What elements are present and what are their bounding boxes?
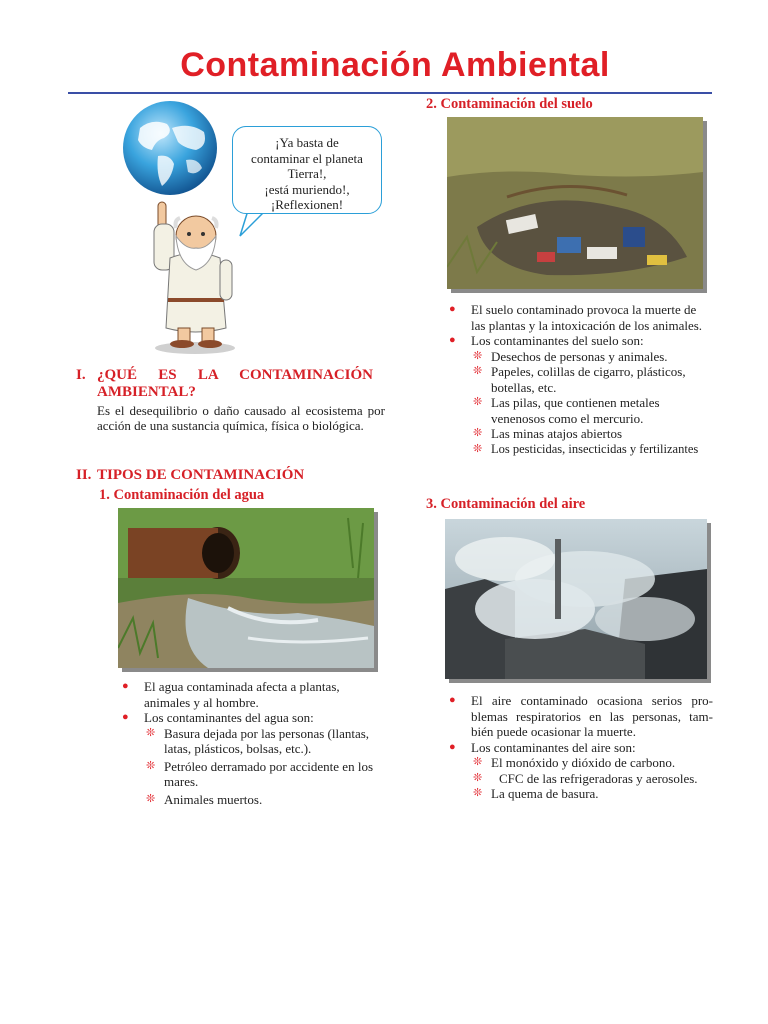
list-item: ● El agua contaminada afecta a plantas, animales y al hombre.	[122, 679, 340, 710]
page-title: Contaminación Ambiental	[180, 46, 610, 84]
bullet-icon: ●	[122, 711, 129, 723]
aire-sub-list	[471, 755, 713, 802]
section-2-number: II.	[76, 467, 92, 483]
list-item: ● Los contaminantes del suelo son: ❊ Desechos de personas y animales. ❊ Papeles, colillas de cigarro, plásticos, botellas, etc. ❊ Las pilas, que contienen metales venenosos como el mercurio. ❊ Las minas atajos abiertos ❊ Los pesticidas, insecticidas y fertilizantes	[445, 333, 709, 457]
list-item: ● El aire contaminado ocasiona serios pro- blemas respiratorios en las personas, tam- bién puede ocasionar la muerte.	[449, 693, 713, 739]
speech-bubble	[232, 126, 382, 214]
asterisk-icon: ❊	[146, 792, 156, 805]
asterisk-icon: ❊	[473, 771, 483, 784]
pipe-water-image	[118, 508, 374, 668]
list-item: ❊ Desechos de personas y animales.	[473, 348, 668, 364]
title-rule	[68, 92, 712, 94]
list-item: ● El suelo contaminado provoca la muerte de las plantas y la intoxicación de los animales.	[449, 302, 703, 333]
suelo-heading: 2. Contaminación del suelo	[426, 96, 593, 112]
soil-garbage-image	[447, 117, 703, 289]
asterisk-icon: ❊	[473, 756, 483, 768]
section-1-heading-line2: AMBIENTAL?	[97, 384, 196, 400]
agua-bullet-list	[118, 679, 378, 807]
bullet-icon: ●	[449, 740, 456, 753]
globe-illustration	[112, 98, 228, 198]
bullet-icon: ●	[449, 334, 456, 346]
asterisk-icon: ❊	[473, 442, 483, 455]
asterisk-icon: ❊	[473, 349, 483, 362]
aire-heading: 3. Contaminación del aire	[426, 496, 586, 512]
bullet-icon: ●	[122, 680, 129, 692]
agua-heading: 1. Contaminación del agua	[99, 487, 265, 503]
asterisk-icon: ❊	[473, 787, 483, 799]
agua-photo	[118, 508, 374, 668]
asterisk-icon: ❊	[473, 427, 483, 439]
aire-photo	[445, 519, 707, 679]
asterisk-icon: ❊	[146, 759, 156, 772]
aire-bullet-list	[445, 693, 713, 802]
asterisk-icon: ❊	[473, 365, 483, 377]
list-item: ❊ Petróleo derramado por accidente en los mares.	[146, 758, 373, 789]
list-item: ❊ La quema de basura.	[473, 786, 599, 801]
old-man-illustration	[140, 200, 250, 355]
list-item: ❊ Papeles, colillas de cigarro, plásticos, botellas, etc.	[473, 364, 686, 395]
list-item: ❊ El monóxido y dióxido de carbono.	[473, 755, 676, 770]
agua-sub-list	[144, 726, 378, 808]
speech-bubble-text: ¡Ya basta de contaminar el planeta Tierra!, ¡está muriendo!, ¡Reflexionen!	[251, 135, 363, 212]
list-item: ❊ CFC de las refrigeradoras y aerosoles.	[473, 770, 698, 786]
list-item: ❊ Las minas atajos abiertos	[473, 426, 623, 441]
list-item: ❊ Las pilas, que contienen metales venenosos como el mercurio.	[473, 395, 660, 426]
suelo-bullet-list	[445, 302, 709, 457]
section-2-heading: TIPOS DE CONTAMINACIÓN	[97, 467, 305, 483]
suelo-photo	[447, 117, 703, 289]
asterisk-icon: ❊	[146, 726, 156, 739]
section-1-heading-line1: ¿QUÉ ES LA CONTAMINACIÓN	[97, 367, 373, 383]
section-1-number: I.	[76, 367, 86, 383]
suelo-sub-list	[471, 349, 709, 458]
asterisk-icon: ❊	[473, 396, 483, 408]
bullet-icon: ●	[449, 303, 456, 315]
list-item: ❊ Animales muertos.	[146, 791, 263, 807]
list-item: ❊ Los pesticidas, insecticidas y fertilizantes	[473, 441, 699, 456]
list-item: ● Los contaminantes del aire son: ❊ El monóxido y dióxido de carbono. ❊ CFC de las refrigeradoras y aerosoles. ❊ La quema de basura.	[445, 740, 713, 802]
section-1-body: Es el desequilibrio o daño causado al ecosistema por acción de una sustancia química, física o biológica.	[97, 403, 385, 433]
list-item: ● Los contaminantes del agua son: ❊ Basura dejada por las personas (llantas, latas, plásticos, bolsas, etc.). ❊ Petróleo derramado por accidente en los mares. ❊ Animales muertos.	[118, 710, 378, 807]
bullet-icon: ●	[449, 694, 456, 706]
list-item: ❊ Basura dejada por las personas (llantas, latas, plásticos, bolsas, etc.).	[146, 725, 370, 756]
air-smoke-image	[445, 519, 707, 679]
